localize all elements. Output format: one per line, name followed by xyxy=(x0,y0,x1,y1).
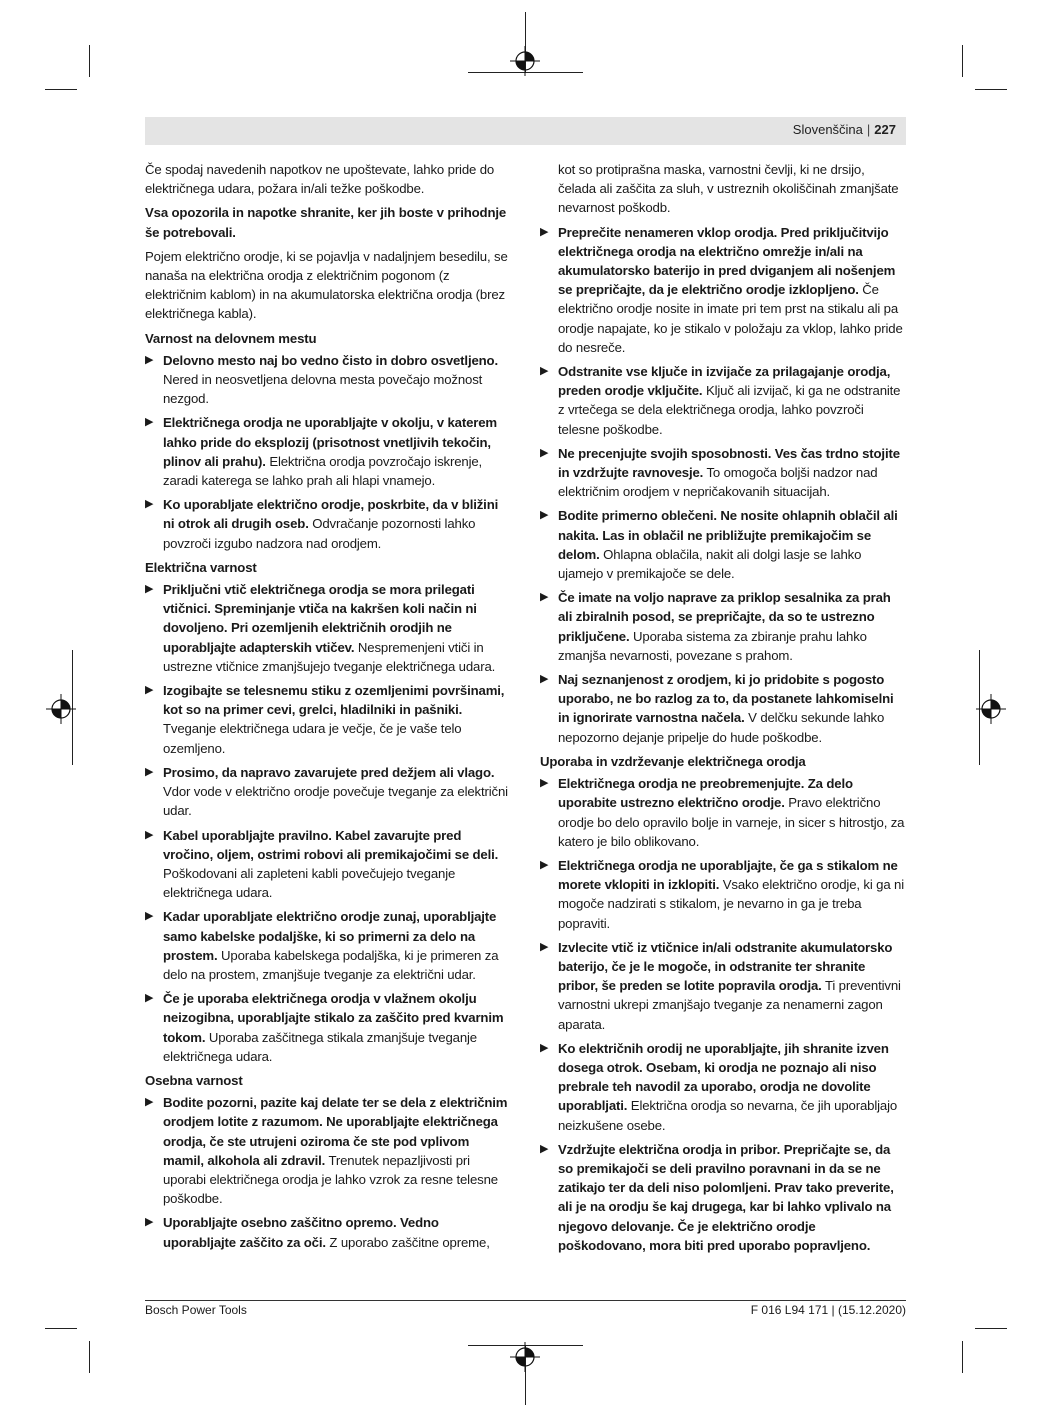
page-number: 227 xyxy=(874,122,896,137)
bullet-arrow-icon: ▶ xyxy=(540,1041,549,1054)
bullet-arrow-icon: ▶ xyxy=(540,1142,549,1155)
bullet-arrow-icon: ▶ xyxy=(540,591,549,604)
left-column xyxy=(145,160,511,1257)
list-item: ▶ Priključni vtič električnega orodja se mora prilegati vtičnici. Spreminjanje vtiča na kakršen koli način ni dovoljeno. Pri ozemljenih električnih orodjih ne uporabljajte adapterskih vtičev. Nespremenjeni vtiči in ustrezne vtičnice zmanjšujejo tveganje električnega udara. xyxy=(145,582,496,674)
list-item: ▶ Če imate na voljo naprave za priklop sesalnika za prah ali zbiralnih posod, se prepričajte, da so te ustrezno priključene. Uporaba sistema za zbiranje prahu lahko zmanjša nevarnosti, povezane s prahom. xyxy=(540,590,891,663)
crop-mark xyxy=(45,1328,77,1329)
list-electrical xyxy=(145,580,511,1066)
list-item: ▶ Ne precenjujte svojih sposobnosti. Ves čas trdno stojite in vzdržujte ravnovesje. To omogoča boljši nadzor nad električnim orodjem v nepričakovanih situacijah. xyxy=(540,445,900,500)
section-heading-electrical: Električna varnost xyxy=(145,559,257,575)
footer-divider xyxy=(145,1300,906,1301)
footer-publisher: Bosch Power Tools xyxy=(145,1303,247,1317)
bullet-arrow-icon: ▶ xyxy=(540,225,549,238)
registration-mark-icon xyxy=(510,1342,540,1372)
list-item: ▶ Uporabljajte osebno zaščitno opremo. Vedno uporabljajte zaščito za oči. Z uporabo zaščitne opreme, xyxy=(145,1215,490,1250)
header-label xyxy=(793,122,896,137)
bullet-arrow-icon: ▶ xyxy=(540,940,549,953)
list-personal-continued xyxy=(540,223,906,747)
list-item: ▶ Kadar uporabljate električno orodje zunaj, uporabljajte samo kabelske podaljške, ki so primerni za delo na prostem. Uporaba kabelskega podaljška, ki je primeren za delo na prostem, zmanjšuje tveganje za električni udar. xyxy=(145,909,499,982)
list-item: ▶ Delovno mesto naj bo vedno čisto in dobro osvetljeno. Nered in neosvetljena delovna mesta povečajo možnost nezgod. xyxy=(145,352,498,407)
list-item: ▶ Bodite pozorni, pazite kaj delate ter se dela z električnim orodjem lotite z razumom. Ne uporabljajte električnega orodja, če ste utrujeni oziroma če ste pod vplivom mamil, alkohola ali zdravil. Trenutek nepazljivosti pri uporabi električnega orodja je lahko vzrok za resne telesne poškodbe. xyxy=(145,1095,508,1207)
continuation-text: kot so protiprašna maska, varnostni čevlji, ki ne drsijo, čelada ali zaščita za sluh, v ustreznih okoliščinah zmanjšate nevarnost poškodb. xyxy=(558,162,899,216)
bullet-arrow-icon: ▶ xyxy=(540,446,549,459)
header-separator: | xyxy=(866,122,871,137)
list-item: ▶ Preprečite nenameren vklop orodja. Pred priključitvijo električnega orodja na električno omrežje in/ali na akumulatorsko baterijo in pred dviganjem ali nošenjem se prepričajte, da je električno orodje izklopljeno. Če električno orodje nosite in imate pri tem prst na stikalu ali pa orodje napajate, ko je stikalo v položaju za vklop, lahko pride do nesreče. xyxy=(540,224,903,355)
bullet-arrow-icon: ▶ xyxy=(145,583,154,596)
bullet-arrow-icon: ▶ xyxy=(540,858,549,871)
registration-mark-icon xyxy=(510,46,540,76)
bullet-arrow-icon: ▶ xyxy=(145,353,154,366)
list-item: ▶ Odstranite vse ključe in izvijače za prilagajanje orodja, preden orodje vključite. Ključ ali izvijač, ki ga ne odstranite z vrtečega se dela električnega orodja, lahko povzroči telesne poškodbe. xyxy=(540,364,901,437)
section-heading-use-maintenance: Uporaba in vzdrževanje električnega orodja xyxy=(540,753,806,769)
registration-mark-icon xyxy=(976,694,1006,724)
list-item: ▶ Izvlecite vtič iz vtičnice in/ali odstranite akumulatorsko baterijo, če je le mogoče, in odstranite ter shranite pribor, še preden se lotite popravila orodja. Ti preventivni varnostni ukrepi zmanjšajo tveganje za nenamerni zagon aparata. xyxy=(540,939,901,1032)
list-use-maintenance xyxy=(540,774,906,1255)
intro-warning: Če spodaj navedenih napotkov ne upoštevate, lahko pride do električnega udara, požara in/ali težke poškodbe. xyxy=(145,162,495,197)
crop-mark xyxy=(975,1328,1007,1329)
list-item: ▶ Prosimo, da napravo zavarujete pred dežjem ali vlago. Vdor vode v električno orodje povečuje tveganje za električni udar. xyxy=(145,764,508,819)
crop-mark xyxy=(89,45,90,77)
bullet-arrow-icon: ▶ xyxy=(540,509,549,522)
crop-mark xyxy=(962,45,963,77)
bullet-arrow-icon: ▶ xyxy=(145,684,154,697)
section-heading-workplace: Varnost na delovnem mestu xyxy=(145,330,317,346)
right-column xyxy=(540,160,906,1260)
list-item: ▶ Ko uporabljate električno orodje, poskrbite, da v bližini ni otrok ali drugih oseb. Odvračanje pozornosti lahko povzroči izgubo nadzora nad orodjem. xyxy=(145,497,499,551)
page-header xyxy=(145,117,906,145)
header-language: Slovenščina xyxy=(792,122,863,137)
crop-mark xyxy=(962,1341,963,1373)
crop-mark xyxy=(975,89,1007,90)
bullet-arrow-icon: ▶ xyxy=(540,777,549,790)
list-item: ▶ Bodite primerno oblečeni. Ne nosite ohlapnih oblačil ali nakita. Las in oblačil ne približujte premikajočim se delom. Ohlapna oblačila, nakit ali dolgi lasje se lahko ujamejo v premikajoče se dele. xyxy=(540,508,898,582)
list-item: ▶ Električnega orodja ne uporabljajte, če ga s stikalom ne morete vklopiti in izklopiti. Vsako električno orodje, ki ga ni mogoče nadzirati s stikalom, je nevarno in ga je treba popraviti. xyxy=(540,857,905,931)
bullet-arrow-icon: ▶ xyxy=(145,910,154,923)
intro-keep-instructions: Vsa opozorila in napotke shranite, ker jih boste v prihodnje še potrebovali. xyxy=(145,205,507,240)
bullet-arrow-icon: ▶ xyxy=(145,828,154,841)
list-item: ▶ Izogibajte se telesnemu stiku z ozemljenimi površinami, kot so na primer cevi, grelci, hladilniki in pašniki. Tveganje električnega udara je večje, če je vaše telo ozemljeno. xyxy=(145,683,505,756)
bullet-arrow-icon: ▶ xyxy=(540,673,549,686)
bullet-arrow-icon: ▶ xyxy=(145,416,154,429)
registration-mark-icon xyxy=(46,694,76,724)
bullet-arrow-icon: ▶ xyxy=(145,1096,154,1109)
bullet-arrow-icon: ▶ xyxy=(145,1216,154,1229)
crop-mark xyxy=(45,89,77,90)
list-workplace xyxy=(145,351,511,553)
list-item: ▶ Naj seznanjenost z orodjem, ki jo pridobite s pogosto uporabo, ne bo razlog za to, da postanete lahkomiselni in ignorirate varnostna načela. V delčku sekunde lahko nepozorno dejanje pripelje do hude poškodbe. xyxy=(540,672,894,745)
intro-definition: Pojem električno orodje, ki se pojavlja v nadaljnjem besedilu, se nanaša na električna orodja z električnim pogonom (z električnim kablom) in na akumulatorska električna orodja (brez električnega kabla). xyxy=(145,248,508,322)
section-heading-personal: Osebna varnost xyxy=(145,1072,243,1088)
list-item: ▶ Če je uporaba električnega orodja v vlažnem okolju neizogibna, uporabljajte stikalo za zaščito pred kvarnim tokom. Uporaba zaščitnega stikala zmanjšuje tveganje električnega udara. xyxy=(145,991,504,1064)
list-item: ▶ Kabel uporabljajte pravilno. Kabel zavarujte pred vročino, oljem, ostrimi robovi ali premikajočimi se deli. Poškodovani ali zapleteni kabli povečujejo tveganje električnega udara. xyxy=(145,827,499,901)
bullet-arrow-icon: ▶ xyxy=(145,498,154,511)
list-item: ▶ Ko električnih orodij ne uporabljajte, jih shranite izven dosega otrok. Osebam, ki orodja ne poznajo ali niso prebrale teh navodil za uporabo, orodja ne dovolite uporabljati. Električna orodja so nevarna, če jih uporabljajo neizkušene osebe. xyxy=(540,1040,898,1133)
list-item: ▶ Vzdržujte električna orodja in pribor. Prepričajte se, da so premikajoči se deli pravilno poravnani in da se ne zatikajo ter da deli niso polomljeni. Prav tako preverite, ali je na orodju še kaj drugega, kar bi lahko vplivalo na njegovo delovanje. Če je električno orodje poškodovano, mora biti pred uporabo popravljeno. xyxy=(540,1141,894,1253)
bullet-arrow-icon: ▶ xyxy=(145,765,154,778)
footer-doc-id: F 016 L94 171 | (15.12.2020) xyxy=(750,1303,906,1317)
crop-mark xyxy=(89,1341,90,1373)
list-personal xyxy=(145,1093,511,1252)
bullet-arrow-icon: ▶ xyxy=(540,365,549,378)
list-item: ▶ Električnega orodja ne preobremenjujte. Za delo uporabite ustrezno električno orodje. Pravo električno orodje bo delo opravilo bolje in varneje, in sicer s hitrostjo, za katero je bilo oblikovano. xyxy=(540,776,905,849)
list-item: ▶ Električnega orodja ne uporabljajte v okolju, v katerem lahko pride do eksplozij (prisotnost vnetljivih tekočin, plinov ali prahu). Električna orodja povzročajo iskrenje, zaradi katerega se lahko prah ali hlapi vnamejo. xyxy=(145,415,498,489)
bullet-arrow-icon: ▶ xyxy=(145,992,154,1005)
